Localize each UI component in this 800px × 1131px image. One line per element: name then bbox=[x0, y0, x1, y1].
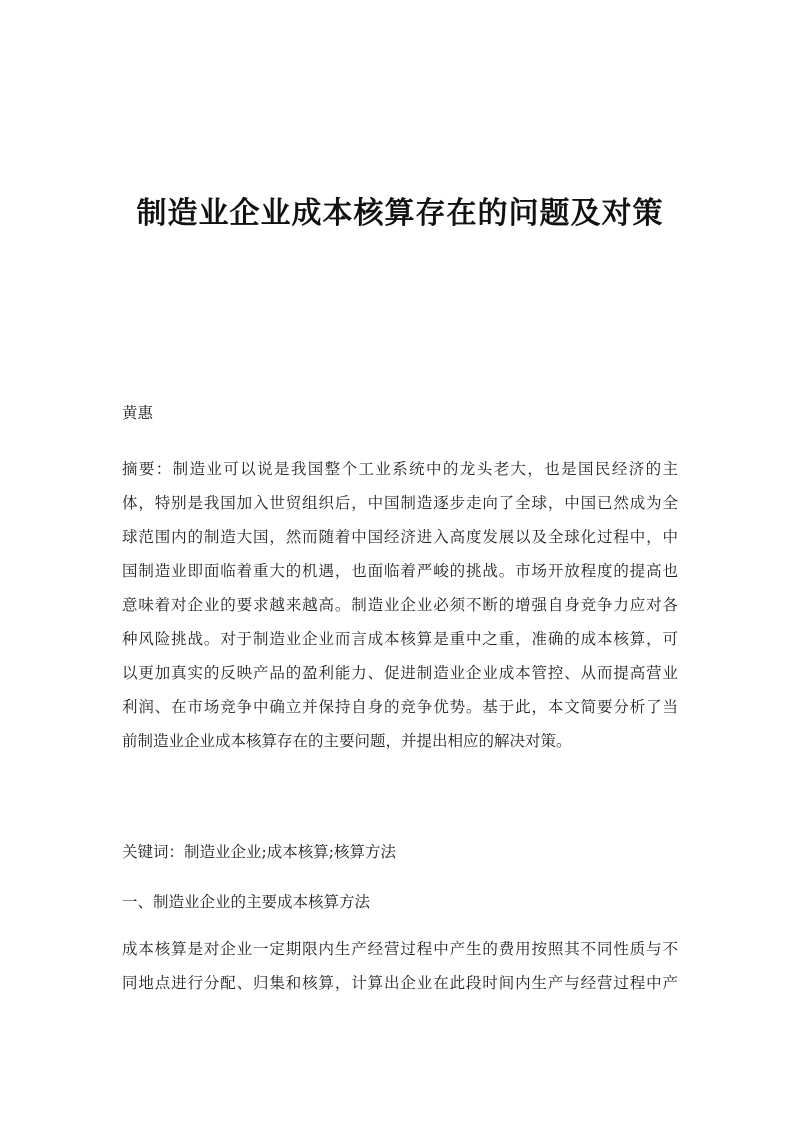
author-name: 黄惠 bbox=[122, 404, 154, 422]
abstract-line: 利润、在市场竞争中确立并保持自身的竞争优势。基于此，本文简要分析了当 bbox=[122, 698, 678, 716]
abstract-paragraph bbox=[122, 452, 678, 758]
intro-line: 同地点进行分配、归集和核算，计算出企业在此段时间内生产与经营过程中产 bbox=[122, 974, 678, 992]
abstract-line: 国制造业即面临着重大的机遇，也面临着严峻的挑战。市场开放程度的提高也 bbox=[122, 562, 678, 580]
keywords-line: 关键词：制造业企业;成本核算;核算方法 bbox=[122, 843, 396, 861]
abstract-line: 球范围内的制造大国，然而随着中国经济进入高度发展以及全球化过程中，中 bbox=[122, 528, 678, 546]
abstract-line: 体，特别是我国加入世贸组织后，中国制造逐步走向了全球，中国已然成为全 bbox=[122, 494, 678, 512]
intro-paragraph bbox=[122, 932, 678, 1000]
abstract-line: 种风险挑战。对于制造业企业而言成本核算是重中之重，准确的成本核算，可 bbox=[122, 630, 678, 648]
abstract-line: 摘要：制造业可以说是我国整个工业系统中的龙头老大，也是国民经济的主 bbox=[122, 460, 678, 478]
document-title: 制造业企业成本核算存在的问题及对策 bbox=[136, 196, 664, 231]
abstract-line: 以更加真实的反映产品的盈利能力、促进制造业企业成本管控、从而提高营业 bbox=[122, 664, 678, 682]
abstract-line: 意味着对企业的要求越来越高。制造业企业必须不断的增强自身竞争力应对各 bbox=[122, 596, 678, 614]
section-heading: 一、制造业企业的主要成本核算方法 bbox=[122, 893, 371, 911]
intro-line: 成本核算是对企业一定期限内生产经营过程中产生的费用按照其不同性质与不 bbox=[122, 940, 678, 958]
abstract-line: 前制造业企业成本核算存在的主要问题，并提出相应的解决对策。 bbox=[122, 732, 572, 750]
